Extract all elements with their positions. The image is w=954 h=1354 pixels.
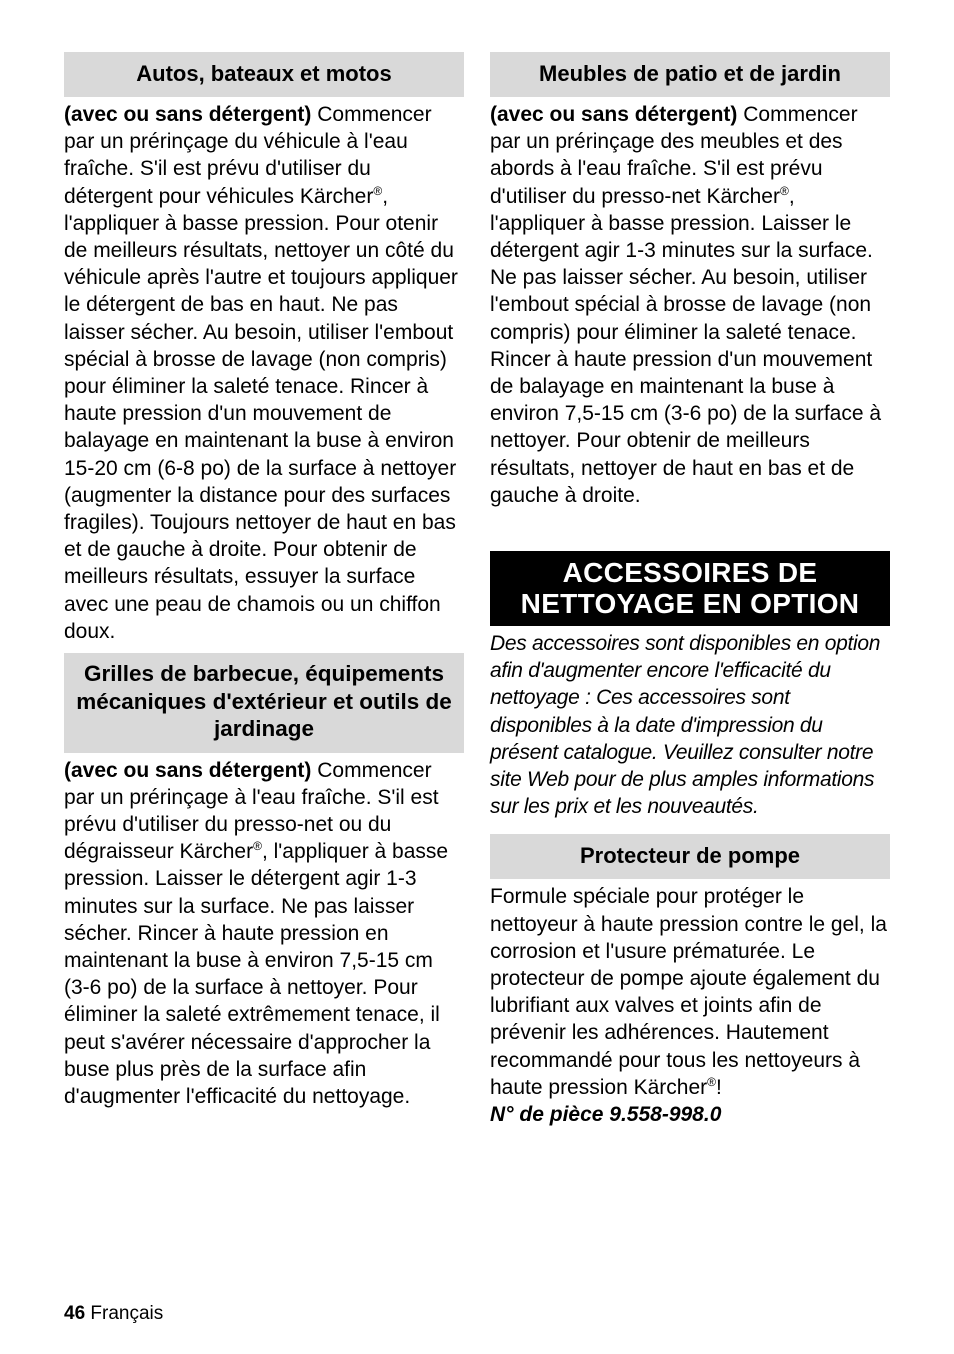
section-heading-autos: Autos, bateaux et motos: [64, 52, 464, 97]
registered-mark: ®: [779, 183, 789, 198]
body-text: Formule spéciale pour protéger le nettoyeur à haute pression contre le gel, la corrosion et l'usure prématurée. Le protecteur de pompe ajoute également du lubrifiant aux valves et joints afin de prévenir les adhérences. Hautement recommandé pour tous les nettoyeurs à haute pression Kärcher: [490, 885, 887, 1099]
page-footer: [64, 1302, 163, 1326]
section-heading-grilles: Grilles de barbecue, équipements mécaniques d'extérieur et outils de jardinage: [64, 653, 464, 753]
detergent-note: (avec ou sans détergent): [64, 103, 312, 126]
footer-language: Français: [90, 1303, 164, 1324]
body-text: , l'appliquer à basse pression. Laisser le détergent agir 1-3 minutes sur la surface. Ne pas laisser sécher. Rincer à haute pression en maintenant la buse à environ 7,5-15 cm (3-6 po) de la surface à nettoyer. Pour éliminer la saleté extrêmement tenace, il peut s'avérer nécessaire d'approcher la buse plus près de la surface afin d'augmenter l'efficacité du nettoyage.: [64, 840, 449, 1108]
right-column: [490, 52, 890, 1136]
body-text: Commencer par un prérinçage du véhicule à l'eau fraîche. S'il est prévu d'utiliser du détergent pour véhicules Kärcher: [64, 103, 432, 208]
section-body-meubles: [490, 97, 890, 517]
section-body-autos: [64, 97, 464, 653]
registered-mark: ®: [253, 839, 262, 854]
body-text: Commencer par un prérinçage des meubles et des abords à l'eau fraîche. S'il est prévu d'utiliser du presso-net Kärcher: [490, 103, 858, 208]
section-heading-protecteur: Protecteur de pompe: [490, 834, 890, 879]
detergent-note: (avec ou sans détergent): [64, 758, 312, 782]
accessories-intro: Des accessoires sont disponibles en option afin d'augmenter encore l'efficacité du nettoyage : Ces accessoires sont disponibles à la date d'impression du présent catalogue. Veuillez consulter notre site Web pour de plus amples informations sur les prix et les nouveautés.: [490, 632, 881, 819]
section-body-grilles: [64, 753, 464, 1119]
body-text: , l'appliquer à basse pression. Laisser le détergent agir 1-3 minutes sur la surface. Ne pas laisser sécher. Au besoin, utiliser l'embout spécial à brosse de lavage (non compris) pour éliminer la saleté tenace. Rincer à haute pression d'un mouvement de balayage en maintenant la buse à environ 7,5-15 cm (3-6 po) de la surface à nettoyer. Pour obtenir de meilleurs résultats, nettoyer de haut en bas et de gauche à droite.: [490, 184, 882, 507]
registered-mark: ®: [707, 1074, 716, 1089]
detergent-note: (avec ou sans détergent): [490, 103, 738, 126]
registered-mark: ®: [373, 183, 383, 198]
body-text: , l'appliquer à basse pression. Pour otenir de meilleurs résultats, nettoyer un côté du véhicule après l'autre et toujours appliquer le détergent de bas en haut. Ne pas laisser sécher. Au besoin, utiliser l'embout spécial à brosse de lavage (non compris) pour éliminer la saleté tenace. Rincer à haute pression d'un mouvement de balayage en maintenant la buse à environ 15-20 cm (6-8 po) de la surface à nettoyer (augmenter la distance pour des surfaces fragiles). Toujours nettoyer de haut en bas et de gauche à droite. Pour obtenir de meilleurs résultats, essuyer la surface avec une peau de chamois ou un chiffon doux.: [64, 184, 458, 643]
part-number: N° de pièce 9.558-998.0: [490, 1103, 722, 1127]
section-body-protecteur: [490, 879, 890, 1136]
page-number: 46: [64, 1303, 86, 1324]
body-text: !: [715, 1075, 722, 1099]
section-heading-meubles: Meubles de patio et de jardin: [490, 52, 890, 97]
body-text: Commencer par un prérinçage à l'eau fraîche. S'il est prévu d'utiliser du presso-net ou du dégraisseur Kärcher: [64, 758, 439, 864]
left-column: [64, 52, 464, 1118]
main-heading-accessoires: ACCESSOIRES DE NETTOYAGE EN OPTION: [490, 551, 890, 626]
